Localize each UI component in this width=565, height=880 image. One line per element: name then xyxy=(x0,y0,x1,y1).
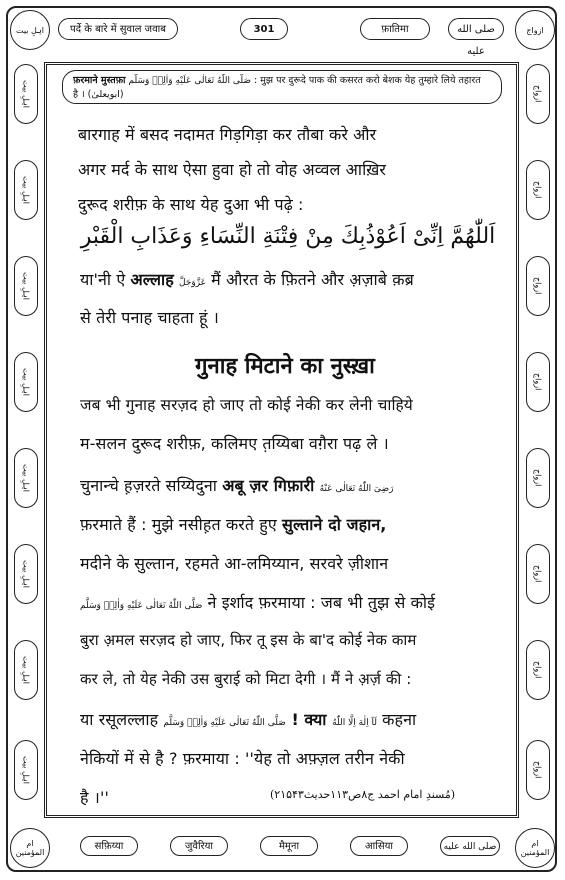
text-line xyxy=(80,474,540,496)
header-tab-fatima: फ़ातिमा xyxy=(360,18,430,40)
side-tab-right: ازواج xyxy=(526,64,550,124)
notice-label: फ़रमाने मुस्तफ़ा xyxy=(73,75,126,86)
text-segment: ने इर्शाद फ़रमाया : जब भी तुझ से कोई xyxy=(202,593,436,612)
text-line: दुरूद शरीफ़ के साथ येह दुआ भी पढ़े : xyxy=(78,195,304,214)
side-tab-right: ازواج xyxy=(526,740,550,800)
text-line: नेकियों में से है ? फ़रमाया : ''येह तो अफ़्ज़ल तरीन नेकी xyxy=(80,749,405,768)
corner-label: اہلِ بیت xyxy=(15,25,44,35)
side-tab-left: اہلِ بیت xyxy=(14,640,38,700)
text-line: बारगाह में बसद नदामत गिड़गिड़ा कर तौबा करे और xyxy=(78,125,377,144)
corner-label: ام المؤمنین xyxy=(15,839,45,857)
text-line xyxy=(80,591,540,613)
notice-text: : मुझ पर दुरूदे पाक की कसरत करो बेशक येह तुम्हारे लिये तहारत xyxy=(254,75,481,86)
side-tab-left: اہلِ بیت xyxy=(14,544,38,604)
text-segment: कहना xyxy=(377,710,417,729)
side-tab-right: ازواج xyxy=(526,160,550,220)
arabic-salutation: صَلَّى اللّٰهُ تَعَالٰی عَلَیْهِ وَاٰلِهٖ وَسَلَّم xyxy=(80,601,203,611)
text-segment: फ़रमाते हैं : मुझे नसीह़त करते हुए xyxy=(80,515,283,534)
arabic-honorific: رَضِیَ اللّٰهُ تَعَالٰی عَنْهُ xyxy=(319,484,394,494)
notice-line-2: है । (ابویعلیٰ) xyxy=(73,89,124,100)
text-line: कर ले, तो येह नेकी उस बुराई को मिटा देगी । मैं ने अ़र्ज़ की : xyxy=(80,670,412,688)
notice-arabic-salutation: صَلَّى اللّٰهُ تَعَالٰی عَلَیْهِ وَاٰلِهٖ وَسَلَّم xyxy=(128,76,251,86)
farmane-mustafa-notice xyxy=(62,70,502,104)
footer-tab: जुवैरिया xyxy=(170,836,228,856)
emblem-bottom: صلى الله عليه xyxy=(440,836,500,856)
text-segment: या रसूलल्लाह xyxy=(80,710,164,729)
side-tab-left: اہلِ بیت xyxy=(14,740,38,800)
side-tab-right: ازواج xyxy=(526,256,550,316)
text-line: है ।'' xyxy=(80,788,109,807)
side-tab-left: اہلِ بیت xyxy=(14,256,38,316)
corner-label: ام المؤمنین xyxy=(520,839,550,857)
arabic-salutation: صَلَّى اللّٰهُ تَعَالٰی عَلَیْهِ وَاٰلِهٖ وَسَلَّم xyxy=(163,718,286,728)
side-tab-left: اہلِ بیت xyxy=(14,160,38,220)
emblem-top: صلى الله عليه xyxy=(448,18,504,40)
text-line: बुरा अ़मल सरज़द हो जाए, फिर तू इस के बा'द कोई नेक काम xyxy=(80,631,417,649)
side-tab-left: اہلِ بیت xyxy=(14,448,38,508)
text-line xyxy=(80,708,540,730)
side-tab-right: ازواج xyxy=(526,448,550,508)
arabic-kalima: لَآ اِلٰهَ اِلَّا اللّٰهُ xyxy=(332,718,377,728)
header-bar xyxy=(40,14,520,57)
text-line: अगर मर्द के साथ ऐसा हुवा हो तो वोह अव्वल आख़िर xyxy=(78,160,387,179)
arabic-honorific: عَزَّوَجَلَّ xyxy=(178,278,207,288)
side-tab-right: ازواج xyxy=(526,544,550,604)
bold-title: सुल्ताने दो जहान, xyxy=(282,515,387,534)
companion-name: अबू ज़र गिफ़ारी xyxy=(222,476,315,495)
side-tab-right: ازواج xyxy=(526,352,550,412)
allah-name: अल्लाह xyxy=(130,270,174,289)
text-line: मदीने के सुल्तान, रहमते आ-लमिय्यान, सरवरे ज़ीशान xyxy=(80,554,389,573)
page-number: 301 xyxy=(240,18,288,40)
arabic-dua: اَللّٰهُمَّ اِنِّیْ اَعُوْذُبِكَ مِنْ فِتْنَةِ النِّسَاءِ وَعَذَابِ الْقَبْرِ xyxy=(80,224,496,249)
text-segment: या'नी ऐ xyxy=(80,270,131,289)
corner-ornament-top-right xyxy=(515,10,555,50)
book-title: पर्दे के बारे में सुवाल जवाब xyxy=(58,18,178,40)
text-segment: मैं औरत के फ़ितने और अ़ज़ाबे क़ब्र xyxy=(206,270,414,289)
footer-tab: आसिया xyxy=(350,836,408,856)
footer-tab: सफ़िय्या xyxy=(80,836,138,856)
text-line: जब भी गुनाह सरज़द हो जाए तो कोई नेकी कर लेनी चाहिये xyxy=(80,396,413,414)
footer-bar xyxy=(40,832,520,862)
side-tab-left: اہلِ بیت xyxy=(14,64,38,124)
text-line xyxy=(80,268,540,290)
text-line: से तेरी पनाह चाहता हूं । xyxy=(80,308,219,327)
corner-ornament-bottom-right xyxy=(515,828,555,868)
side-tab-right: ازواج xyxy=(526,640,550,700)
section-heading: गुनाह मिटाने का नुस्ख़ा xyxy=(195,354,375,379)
hadith-reference: (مُسندِ امام احمد ج۸ص۱۱۳حدیث۲۱۵۴۳) xyxy=(270,788,456,801)
text-segment: ! क्या xyxy=(285,710,333,729)
footer-tab: मैमूना xyxy=(260,836,318,856)
side-tab-left: اہلِ بیت xyxy=(14,352,38,412)
text-line: म-सलन दुरूद शरीफ़, कलिमए त़य्यिबा वग़ैरा पढ़ ले । xyxy=(80,434,389,453)
text-line xyxy=(80,513,540,535)
corner-label: ازواج xyxy=(526,25,544,35)
text-segment: चुनान्चे ह़ज़रते सय्यिदुना xyxy=(80,476,223,495)
